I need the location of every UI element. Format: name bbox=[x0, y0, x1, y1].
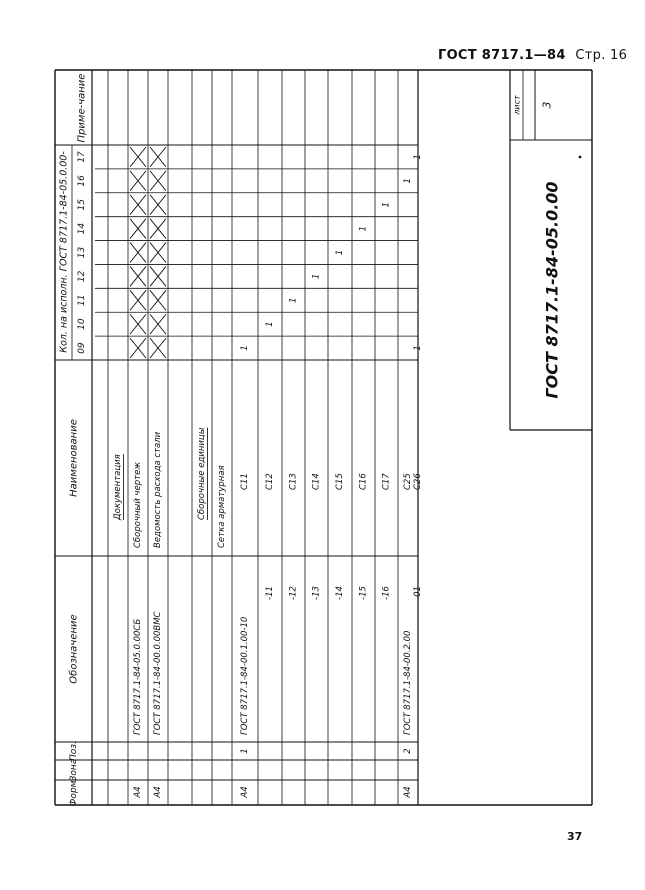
sheet-number: 3 bbox=[540, 101, 554, 109]
qty-value-15-8: 1 bbox=[413, 154, 423, 160]
row-designation-13: -16 bbox=[381, 586, 392, 600]
row-format-3: А4 bbox=[153, 786, 163, 798]
qty-cross-2-6 bbox=[130, 195, 146, 215]
row-format-14: А4 bbox=[403, 786, 413, 798]
variant-12-header: 12 bbox=[77, 270, 87, 283]
row-designation-8: -11 bbox=[265, 586, 275, 600]
variant-17-header: 17 bbox=[77, 151, 87, 163]
sheet-label: лист bbox=[512, 95, 522, 115]
row-designation-11: -14 bbox=[335, 586, 345, 600]
qty-cross-2-0 bbox=[130, 338, 146, 358]
row-name-2: Сборочный чертеж bbox=[133, 462, 143, 548]
row-designation-12: -15 bbox=[358, 586, 369, 600]
row-name-5: Сборочные единицы bbox=[197, 427, 207, 520]
qty-value-7-0: 1 bbox=[240, 345, 250, 351]
qty-value-9-2: 1 bbox=[288, 297, 299, 303]
qty-cross-2-2 bbox=[130, 290, 146, 310]
row-designation-14: ГОСТ 8717.1-84-00.2.00 bbox=[403, 630, 413, 735]
row-name-14: С25 bbox=[403, 473, 413, 490]
row-name-13: С17 bbox=[381, 473, 392, 490]
qty-value-15-0: 1 bbox=[413, 345, 423, 351]
qty-cross-2-1 bbox=[130, 314, 146, 334]
qty-value-12-5: 1 bbox=[358, 225, 369, 232]
row-name-9: С13 bbox=[288, 473, 299, 490]
variant-14-header: 14 bbox=[77, 222, 87, 235]
col-designation-header: Обозначение bbox=[68, 614, 80, 684]
qty-cross-3-0 bbox=[150, 338, 166, 358]
qty-value-11-4: 1 bbox=[335, 249, 345, 256]
variant-11-header: 11 bbox=[77, 294, 87, 307]
row-name-8: С12 bbox=[265, 473, 275, 490]
row-name-6: Сетка арматурная bbox=[217, 465, 227, 548]
qty-cross-2-3 bbox=[130, 266, 146, 286]
variant-16-header: 16 bbox=[77, 175, 87, 187]
qty-cross-2-5 bbox=[130, 219, 146, 239]
row-designation-9: -12 bbox=[288, 586, 299, 600]
col-format-header: Форм. bbox=[69, 777, 79, 807]
variant-13-header: 13 bbox=[77, 246, 87, 259]
col-note-header: Приме-чание bbox=[76, 73, 88, 143]
qty-cross-3-8 bbox=[150, 147, 166, 167]
col-zone-header: Зона bbox=[69, 758, 79, 782]
row-name-10: С14 bbox=[311, 473, 322, 490]
qty-cross-3-4 bbox=[150, 243, 166, 263]
header-standard: ГОСТ 8717.1—84 bbox=[438, 48, 566, 63]
qty-cross-3-6 bbox=[150, 195, 166, 215]
qty-value-8-1: 1 bbox=[265, 321, 275, 327]
qty-cross-2-4 bbox=[130, 243, 146, 263]
page-number: 37 bbox=[567, 830, 583, 843]
row-designation-7: ГОСТ 8717.1-84-00.1.00-10 bbox=[240, 616, 250, 735]
row-designation-3: ГОСТ 8717.1-84-00.0.00ВМС bbox=[153, 611, 163, 735]
col-position-header: Поз. bbox=[69, 741, 79, 761]
qty-value-14-7: 1 bbox=[403, 178, 413, 184]
row-name-15: С26 bbox=[413, 473, 423, 490]
row-position-14: 2 bbox=[403, 748, 413, 754]
col-qty-group-header: Кол. на исполн. ГОСТ 8717.1-84-05.0.00- bbox=[58, 151, 70, 353]
row-designation-15: -01 bbox=[413, 586, 423, 600]
title-designation: ГОСТ 8717.1-84-05.0.00 bbox=[542, 181, 562, 399]
qty-cross-3-1 bbox=[150, 314, 166, 334]
row-designation-10: -13 bbox=[311, 586, 322, 600]
col-name-header: Наименование bbox=[68, 419, 80, 497]
row-name-7: С11 bbox=[240, 473, 250, 490]
qty-value-13-6: 1 bbox=[381, 202, 392, 208]
row-format-2: А4 bbox=[133, 786, 143, 798]
qty-cross-3-2 bbox=[150, 290, 166, 310]
qty-cross-2-8 bbox=[130, 147, 146, 167]
variant-15-header: 15 bbox=[77, 198, 87, 211]
qty-cross-3-7 bbox=[150, 171, 166, 191]
row-name-11: С15 bbox=[335, 473, 345, 490]
row-name-1: Документация bbox=[113, 454, 123, 520]
variant-10-header: 10 bbox=[77, 318, 87, 330]
row-format-7: А4 bbox=[240, 786, 250, 798]
qty-cross-2-7 bbox=[130, 171, 146, 191]
header-page-label: Стр. 16 bbox=[575, 48, 628, 63]
qty-cross-3-3 bbox=[150, 266, 166, 286]
qty-cross-3-5 bbox=[150, 219, 166, 239]
row-name-3: Ведомость расхода стали bbox=[153, 431, 163, 548]
row-designation-2: ГОСТ 8717.1-84-05.0.00СБ bbox=[133, 618, 143, 735]
variant-09-header: 09 bbox=[77, 342, 87, 354]
row-name-12: С16 bbox=[358, 473, 369, 490]
scan-dot bbox=[579, 156, 582, 159]
qty-value-10-3: 1 bbox=[311, 273, 322, 280]
row-position-7: 1 bbox=[240, 748, 250, 754]
